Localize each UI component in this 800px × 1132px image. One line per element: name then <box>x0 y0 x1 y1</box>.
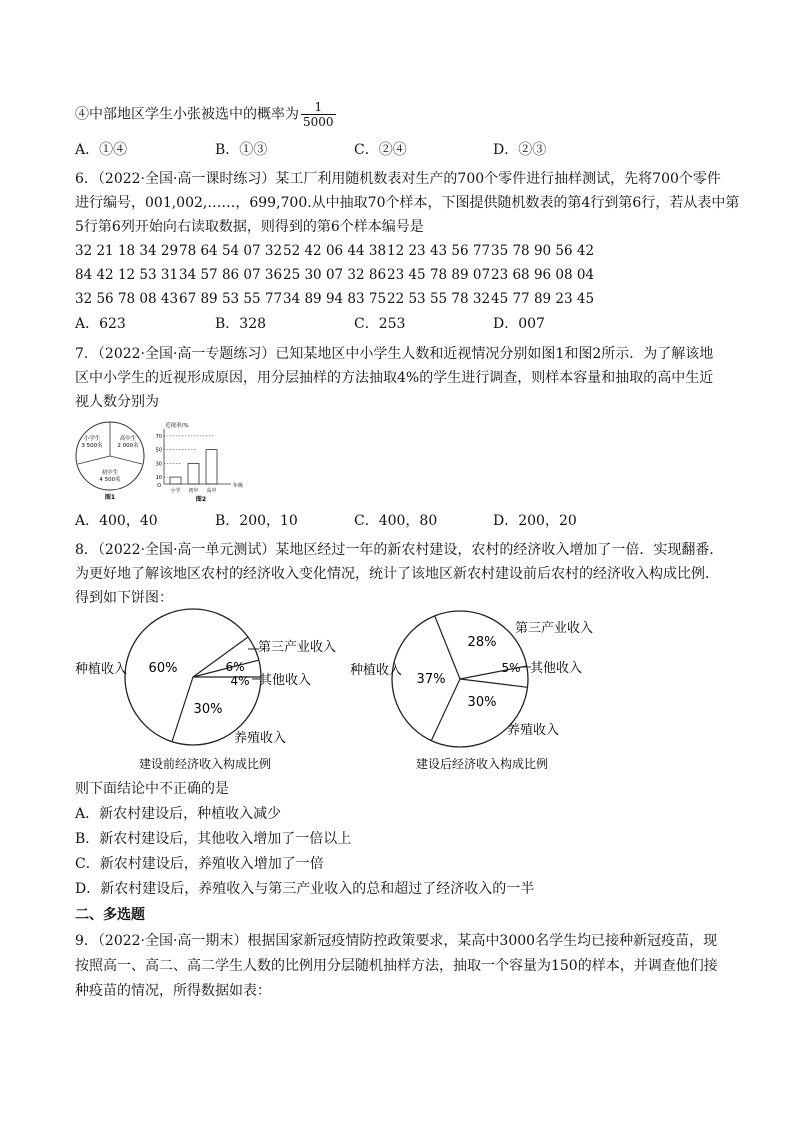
q7-option-b[interactable]: B．200，10 <box>215 513 298 529</box>
pie-after-other-pct: 5% <box>501 661 521 675</box>
q8-line-3: 得到如下饼图： <box>75 590 173 606</box>
probability-fraction <box>301 100 336 129</box>
q6-option-b[interactable]: B．328 <box>215 316 267 332</box>
random-group: 34 57 86 07 36 <box>179 267 283 283</box>
fig2-bar-middle <box>188 463 199 484</box>
q7-line-3: 视人数分别为 <box>75 394 159 410</box>
income-pie-charts <box>0 605 800 775</box>
q8-choice-c[interactable]: C．新农村建设后，养殖收入增加了一倍 <box>75 856 324 872</box>
pie-before-slice-border <box>172 677 193 742</box>
random-group: 78 64 54 07 32 <box>179 243 283 259</box>
fig1-value-primary: 3 500名 <box>81 443 103 449</box>
fig2-category: 高中 <box>206 488 217 494</box>
fig2-caption: 图2 <box>195 496 207 503</box>
q6-option-d[interactable]: D．007 <box>493 316 545 332</box>
q8-choice-a[interactable]: A．新农村建设后，种植收入减少 <box>75 806 282 822</box>
statement-4-text: ④中部地区学生小张被选中的概率为 <box>75 106 299 123</box>
fig1-value-middle: 4 500名 <box>99 477 121 483</box>
pie-before-tertiary-pct: 6% <box>225 660 245 674</box>
fig2-bar-high <box>206 450 217 484</box>
fig2-bar-primary <box>170 477 181 484</box>
fig1-divider <box>78 456 110 464</box>
q7-option-c[interactable]: C．400，80 <box>354 513 438 529</box>
q5-option-d[interactable]: D．②③ <box>493 142 547 158</box>
q6-line-3: 5行第6列开始向右读取数据，则得到的第6个样本编号是 <box>75 219 424 235</box>
random-group: 67 89 53 55 77 <box>179 291 283 307</box>
statement-4 <box>75 100 336 129</box>
pie-after-breeding-pct: 30% <box>467 695 497 710</box>
pie-before-breeding-label: 养殖收入 <box>234 731 287 746</box>
q8-question: 则下面结论中不正确的是 <box>75 781 229 797</box>
pie-before-planting-label: 种植收入 <box>75 662 128 677</box>
q8-line-1: 8．（2022·全国·高一单元测试）某地区经过一年的新农村建设，农村的经济收入增加了一倍．实现翻番． <box>75 542 724 558</box>
q6-line-2: 进行编号，001,002,……，699,700.从中抽取70个样本，下图提供随机数表的第4行到第6行，若从表中第 <box>75 195 740 211</box>
q8-choice-b[interactable]: B．新农村建设后，其他收入增加了一倍以上 <box>75 831 352 847</box>
pie-before-planting-pct: 60% <box>148 661 178 676</box>
q5-option-b[interactable]: B．①③ <box>215 142 268 158</box>
q5-option-a[interactable]: A．①④ <box>75 142 128 158</box>
pie-before-other-pct: 4% <box>230 674 250 688</box>
pie-before-breeding-pct: 30% <box>193 702 223 717</box>
fig1-value-high: 2 000名 <box>117 443 139 449</box>
pie-after-slice-border <box>431 679 460 741</box>
pie-after-planting-label: 种植收入 <box>350 663 403 678</box>
q6-option-a[interactable]: A．623 <box>75 316 126 332</box>
q7-line-1: 7．（2022·全国·高一专题练习）已知某地区中小学生人数和近视情况分别如图1和图2所示．为了解该地 <box>75 346 714 362</box>
pie-after-tertiary-label: 第三产业收入 <box>515 621 594 636</box>
q8-line-2: 为更好地了解该地区农村的经济收入变化情况，统计了该地区新农村建设前后农村的经济收入构成比例． <box>75 566 719 582</box>
random-group: 12 23 43 56 77 <box>387 243 491 259</box>
fig1-label-primary: 小学生 <box>83 436 101 442</box>
q7-line-2: 区中小学生的近视形成原因，用分层抽样的方法抽取4%的学生进行调查，则样本容量和抽取的高中生近 <box>75 370 714 386</box>
q7-options <box>75 511 755 531</box>
pie-after-tertiary-pct: 28% <box>467 635 497 650</box>
fig1-label-middle: 初中生 <box>101 470 119 476</box>
random-group: 35 78 90 56 42 <box>491 243 595 259</box>
q6-options <box>75 314 755 334</box>
pie-before-title: 建设前经济收入构成比例 <box>138 757 272 771</box>
random-group: 23 45 78 89 07 <box>387 267 491 283</box>
fig1-caption: 图1 <box>104 494 116 501</box>
random-group: 32 21 18 34 29 <box>75 243 179 259</box>
random-group: 84 42 12 53 31 <box>75 267 179 283</box>
fig1-divider <box>110 456 142 464</box>
pie-after-slice-border <box>460 679 528 687</box>
random-group: 22 53 55 78 32 <box>387 291 491 307</box>
q9-line-1: 9．（2022·全国·高一期末）根据国家新冠疫情防控政策要求，某高中3000名学生均已接种新冠疫苗，现 <box>75 933 718 949</box>
fraction-denominator: 5000 <box>303 115 334 129</box>
fig2-ytick: 70 <box>155 433 162 440</box>
fig2-ytick: 30 <box>155 461 162 468</box>
fig2-xlabel: 年级 <box>233 483 243 489</box>
random-group: 52 42 06 44 38 <box>283 243 387 259</box>
q6-line-1: 6．（2022·全国·高一课时练习）某工厂利用随机数表对生产的700个零件进行抽样测试，先将700个零件 <box>75 171 721 187</box>
pie-after-slice-border <box>435 616 460 679</box>
fig2-ylabel: 近视率/% <box>165 423 189 429</box>
random-group: 23 68 96 08 04 <box>491 267 595 283</box>
pie-after-other-label: 其他收入 <box>530 661 583 676</box>
fig2-origin: O <box>157 483 161 489</box>
figure-2-bar-chart <box>155 418 243 504</box>
q5-option-c[interactable]: C．②④ <box>354 142 407 158</box>
random-group: 34 89 94 83 75 <box>283 291 387 307</box>
q7-option-a[interactable]: A．400，40 <box>75 513 158 529</box>
fig2-category: 初中 <box>188 488 199 494</box>
q9-line-2: 按照高一、高二、高二学生人数的比例用分层随机抽样方法，抽取一个容量为150的样本，并调查他们接 <box>75 958 718 974</box>
pie-after-planting-pct: 37% <box>416 672 446 687</box>
q9-line-3: 种疫苗的情况，所得数据如表： <box>75 983 271 999</box>
section-heading-multiple-choice: 二、多选题 <box>75 907 145 923</box>
fig2-ytick: 10 <box>155 475 162 482</box>
pie-before-other-label: 其他收入 <box>259 673 312 688</box>
q8-choice-d[interactable]: D．新农村建设后，养殖收入与第三产业收入的总和超过了经济收入的一半 <box>75 881 535 897</box>
fig1-label-high: 高中生 <box>119 436 137 442</box>
pie-before-tertiary-label: 第三产业收入 <box>258 640 337 655</box>
q7-option-d[interactable]: D．200，20 <box>493 513 577 529</box>
fraction-numerator: 1 <box>301 100 336 115</box>
fig2-ytick: 50 <box>155 447 162 454</box>
pie-after-breeding-label: 养殖收入 <box>507 723 560 738</box>
random-group: 32 56 78 08 43 <box>75 291 179 307</box>
figure-1-pie <box>70 418 150 502</box>
q6-option-c[interactable]: C．253 <box>354 316 406 332</box>
fig2-category: 小学 <box>170 488 181 494</box>
random-group: 25 30 07 32 86 <box>283 267 387 283</box>
random-group: 45 77 89 23 45 <box>491 291 595 307</box>
q5-options <box>75 140 755 160</box>
pie-after-title: 建设后经济收入构成比例 <box>415 757 549 771</box>
